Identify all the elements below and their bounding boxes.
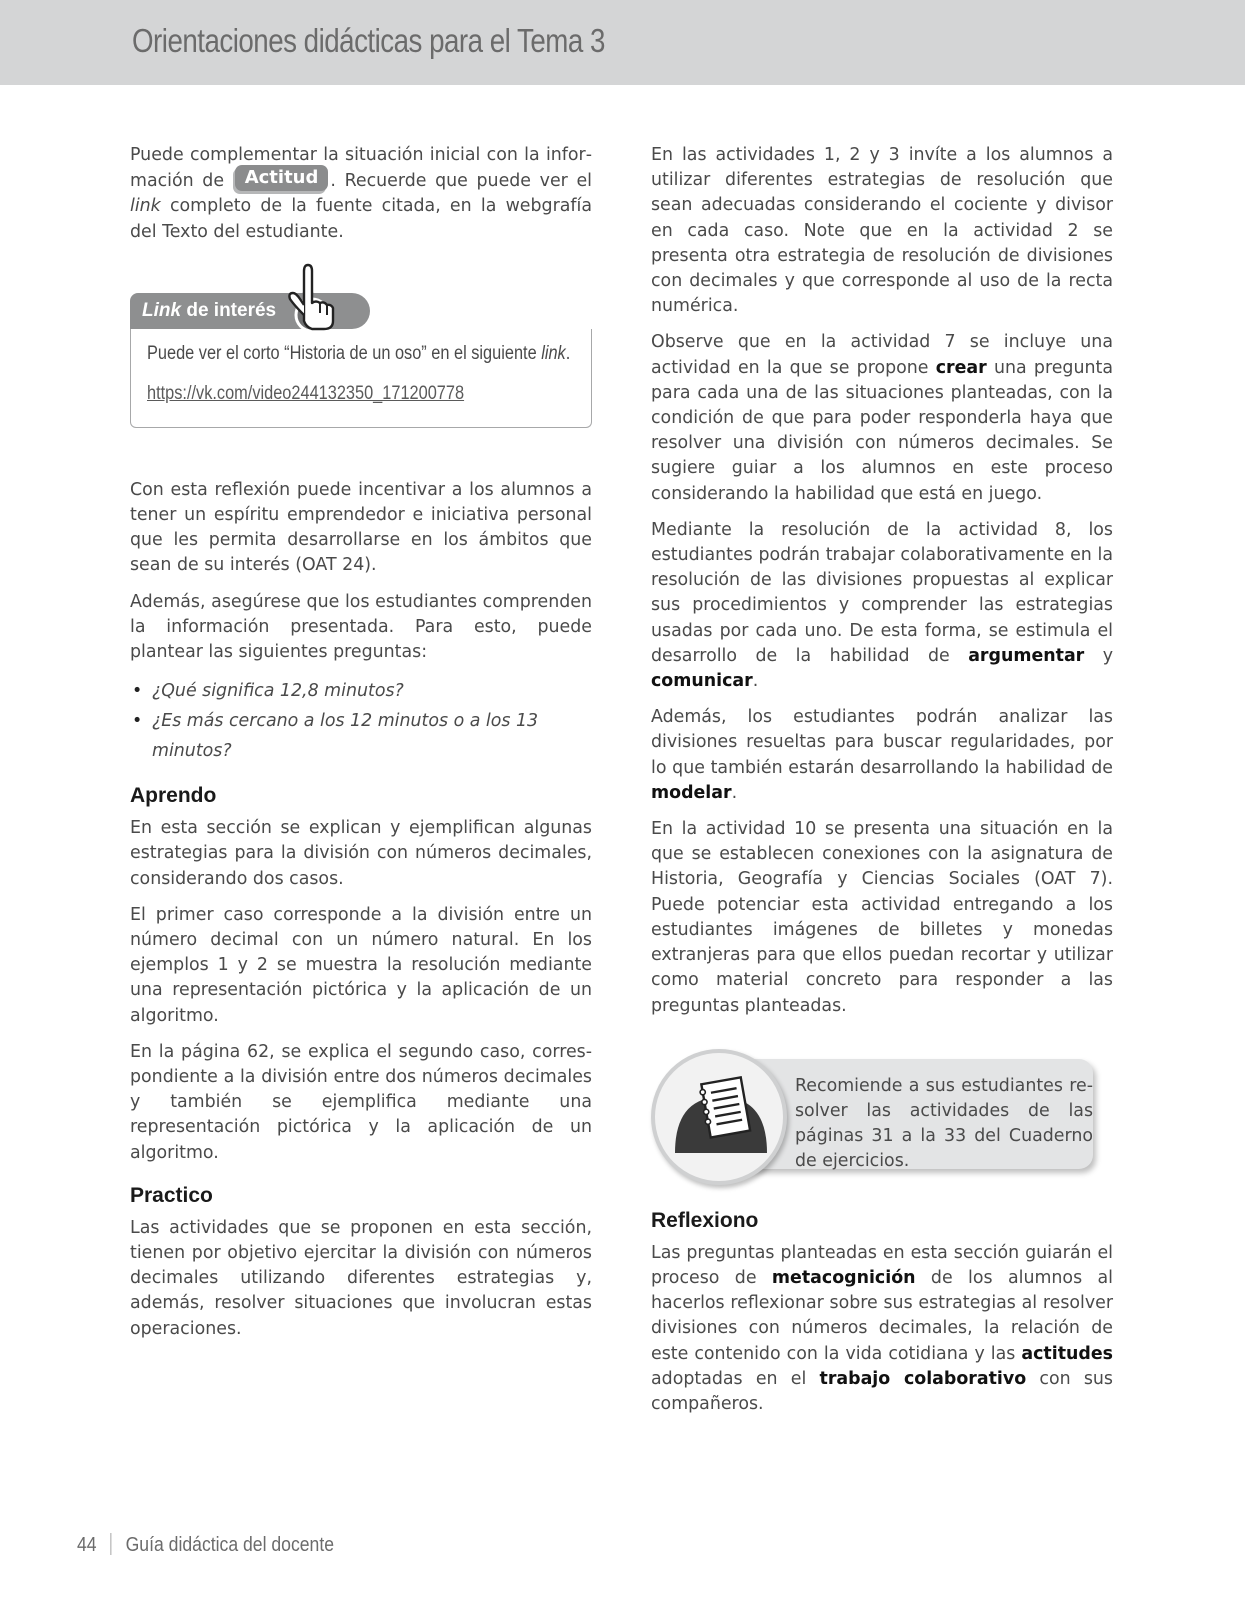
list-item: • ¿Qué significa 12,8 minutos? <box>130 676 592 706</box>
recommendation-box <box>651 1049 1113 1189</box>
pointing-hand-icon <box>282 263 344 333</box>
keyword: trabajo colaborativo <box>819 1368 1027 1389</box>
book-title: Guía didáctica del docente <box>125 1534 335 1556</box>
keyword: argumentar <box>968 645 1085 666</box>
section-heading-reflexiono: Reflexiono <box>651 1208 759 1232</box>
section-heading-practico: Practico <box>130 1183 213 1207</box>
page-header <box>0 0 1245 85</box>
paragraph: Además, los estudiantes podrán analizar las divisiones resueltas para buscar regularidades, por lo que también estarán desarrollando la habilidad de modelar. <box>651 707 1113 803</box>
paragraph: Mediante la resolución de la actividad 8, los estudiantes podrán trabajar colaborativamente en la resolución de las divisiones propuestas al explicar sus procedimientos y comprender las estrategias usadas por cada uno. De esta forma, se estimula el desarrollo de la habilidad de argumentar y comunicar. <box>651 519 1113 692</box>
page-title: Orientaciones didácticas para el Tema 3 <box>132 22 605 59</box>
recommendation-text: Recomiende a sus estudiantes resolver las actividades de las páginas 31 a la 33 del Cuaderno de ejercicios. <box>795 1075 1093 1172</box>
recommendation-badge <box>651 1049 787 1185</box>
list-item: • ¿Es más cercano a los 12 minutos o a los 13 minutos? <box>130 706 592 766</box>
actitud-tag: Actitud <box>235 165 329 191</box>
keyword: crear <box>935 357 987 378</box>
link-de-interes-box <box>130 263 592 438</box>
paragraph: En las actividades 1, 2 y 3 invíte a los alumnos a utilizar diferentes estrategias de resolución que sean adecuadas considerando el cociente y divisor en cada caso. Note que en la actividad 2 se presenta otra estrategia de resolución de divisiones con decimales y que corresponde al uso de la recta numérica. <box>651 145 1113 317</box>
paragraph: En esta sección se explican y ejemplifican algunas estrategias para la división con números decimales, considerando dos casos. <box>130 818 592 889</box>
paragraph: En la actividad 10 se presenta una situación en la que se establecen conexiones con la asignatura de Historia, Geografía y Ciencias Sociales (OAT 7). Puede potenciar esta actividad entregando a los estudiantes imágenes de billetes y monedas extranjeras para que ellos puedan recortar y utilizar como material concreto para responder a las preguntas planteadas. <box>651 819 1113 1016</box>
link-box-title: Link de interés <box>130 293 334 329</box>
paragraph: En la página 62, se explica el segundo caso, correspondiente a la división entre dos números decimales y también se ejemplifica mediante una representación pictórica y la aplicación de un algoritmo. <box>130 1041 592 1163</box>
question-list <box>130 676 592 766</box>
paragraph: Las actividades que se proponen en esta sección, tienen por objetivo ejercitar la división con números decimales utilizando diferentes estrategias y, además, resolver situaciones que involucran estas operaciones. <box>130 1217 592 1339</box>
right-column <box>651 143 1113 1428</box>
section-heading-aprendo: Aprendo <box>130 784 217 808</box>
paragraph: Observe que en la actividad 7 se incluye una actividad en la que se propone crear una pregunta para cada una de las situaciones planteadas, con la condición de que para poder responderla haya que resolver una división con números decimales. Se sugiere guiar a los alumnos en este proceso considerando la habilidad que está en juego. <box>651 332 1113 504</box>
link-box-text: Puede ver el corto “Historia de un oso” en el siguiente link. <box>147 342 571 364</box>
keyword: metacognición <box>771 1267 916 1288</box>
video-link[interactable]: https://vk.com/video244132350_171200778 <box>147 382 465 404</box>
paragraph: El primer caso corresponde a la división entre un número decimal con un número natural. En los ejemplos 1 y 2 se muestra la resolución mediante una representación pictórica y la aplicación de un algoritmo. <box>130 904 592 1026</box>
keyword: actitudes <box>1021 1343 1113 1364</box>
keyword: comunicar <box>651 671 753 692</box>
paragraph: Con esta reflexión puede incentivar a los alumnos a tener un espíritu emprendedor e iniciativa personal que les permita desarrollarse en los ámbitos que sean de su interés (OAT 24). <box>130 479 592 576</box>
intro-paragraph: Puede complementar la situación inicial con la información de Actitud . Recuerde que puede ver el link completo de la fuente citada, en la webgrafía del Texto del estudiante. <box>130 145 592 242</box>
footer-divider <box>111 1533 112 1555</box>
page-footer <box>77 1533 334 1557</box>
paragraph: Las preguntas planteadas en esta sección guiarán el proceso de metacognición de los alumnos al hacerlos reflexionar sobre sus estrategias al resolver divisiones con números decimales, la relación de este contenido con la vida cotidiana y las actitudes adoptadas en el trabajo colaborativo con sus compañeros. <box>651 1242 1114 1414</box>
keyword: modelar <box>651 782 732 803</box>
left-column <box>130 143 592 1353</box>
notebook-icon <box>673 1075 769 1155</box>
page-number: 44 <box>77 1534 97 1556</box>
paragraph: Además, asegúrese que los estudiantes comprenden la información presentada. Para esto, puede plantear las siguientes preguntas: <box>130 591 592 663</box>
link-box-frame <box>130 329 592 428</box>
